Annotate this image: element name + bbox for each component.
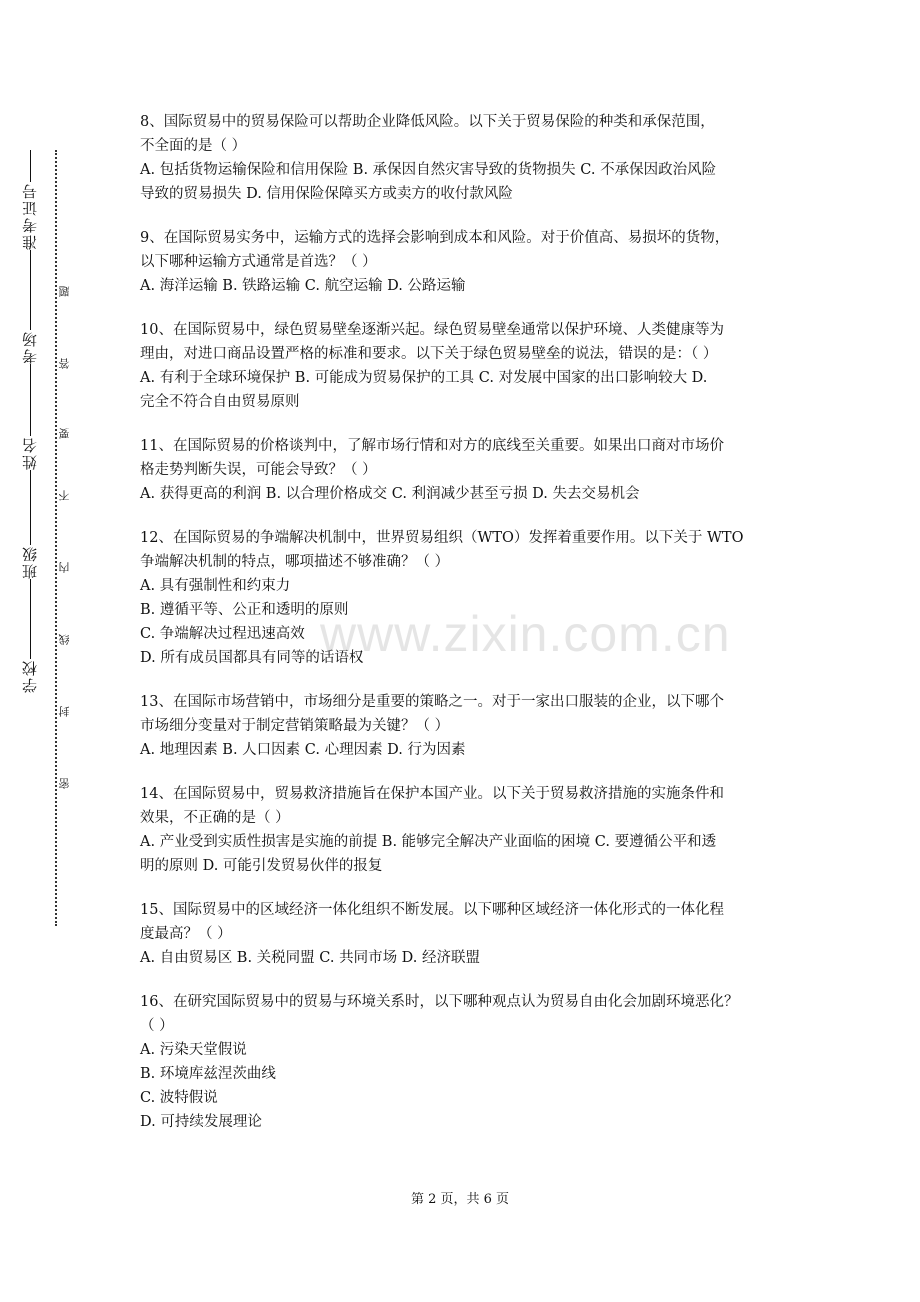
options-line: A. 产业受到实质性损害是实施的前提 B. 能够完全解决产业面临的困境 C. 要遵循公平和透: [140, 834, 717, 850]
class-field: [21, 470, 39, 579]
question-16: [140, 990, 790, 1134]
question-9: [140, 226, 790, 298]
options-line: A. 海洋运输 B. 铁路运输 C. 航空运输 D. 公路运输: [140, 278, 466, 294]
question-line: 不全面的是（ ）: [140, 138, 247, 154]
exam-id-line: [30, 150, 31, 182]
question-line: 理由，对进口商品设置严格的标准和要求。以下关于绿色贸易壁垒的说法，错误的是：（ ）: [140, 346, 718, 362]
question-line: 15、国际贸易中的区域经济一体化组织不断发展。以下哪种区域经济一体化形式的一体化程: [140, 902, 724, 918]
question-8: [140, 110, 790, 206]
exam-id-label: 准考证号: [21, 182, 39, 250]
option-d: D. 所有成员国都具有同等的话语权: [140, 650, 364, 666]
school-label: 学校: [21, 659, 39, 693]
page-number: 第 2 页，共 6 页: [410, 1192, 510, 1207]
seal-char: 密: [58, 778, 71, 789]
question-11: [140, 434, 790, 506]
option-b: B. 遵循平等、公正和透明的原则: [140, 602, 349, 618]
option-d: D. 可持续发展理论: [140, 1114, 262, 1130]
option-a: A. 具有强制性和约束力: [140, 578, 291, 594]
option-b: B. 环境库兹涅茨曲线: [140, 1066, 276, 1082]
name-field: [21, 364, 39, 470]
question-line: 11、在国际贸易的价格谈判中，了解市场行情和对方的底线至关重要。如果出口商对市场价: [140, 438, 724, 454]
question-line: 效果，不正确的是（ ）: [140, 810, 290, 826]
seal-char: 封: [58, 706, 71, 717]
seal-char: 线: [58, 634, 71, 645]
question-10: [140, 318, 790, 414]
option-a: A. 污染天堂假说: [140, 1042, 247, 1058]
watermark: www.zixin.com.cn: [320, 606, 731, 662]
name-line: [30, 364, 31, 436]
question-line: 格走势判断失误，可能会导致？（ ）: [140, 462, 377, 478]
question-13: [140, 690, 790, 762]
options-line: A. 地理因素 B. 人口因素 C. 心理因素 D. 行为因素: [140, 742, 466, 758]
option-c: C. 波特假说: [140, 1090, 218, 1106]
seal-line: [55, 150, 77, 926]
seal-char: 题: [58, 286, 71, 297]
exam-room-label: 考场: [21, 330, 39, 364]
seal-char: 要: [58, 428, 71, 439]
options-line: 导致的贸易损失 D. 信用保险保障买方或卖方的收付款风险: [140, 186, 513, 202]
question-line: 12、在国际贸易的争端解决机制中，世界贸易组织（WTO）发挥着重要作用。以下关于 WTO: [140, 530, 744, 546]
question-14: [140, 782, 790, 878]
school-line: [30, 579, 31, 659]
question-line: 8、国际贸易中的贸易保险可以帮助企业降低风险。以下关于贸易保险的种类和承保范围，: [140, 114, 715, 130]
class-line: [30, 470, 31, 545]
question-line: 市场细分变量对于制定营销策略最为关键？（ ）: [140, 718, 450, 734]
question-line: 16、在研究国际贸易中的贸易与环境关系时，以下哪种观点认为贸易自由化会加剧环境恶化？: [140, 994, 739, 1010]
exam-id-field: [21, 150, 39, 250]
question-line: 9、在国际贸易实务中，运输方式的选择会影响到成本和风险。对于价值高、易损坏的货物，: [140, 230, 730, 246]
question-line: 以下哪种运输方式通常是首选？（ ）: [140, 254, 377, 270]
question-line: 14、在国际贸易中，贸易救济措施旨在保护本国产业。以下关于贸易救济措施的实施条件和: [140, 786, 724, 802]
question-15: [140, 898, 790, 970]
name-label: 姓名: [21, 436, 39, 470]
options-line: A. 获得更高的利润 B. 以合理价格成交 C. 利润减少甚至亏损 D. 失去交易机会: [140, 486, 640, 502]
exam-room-field: [21, 250, 39, 364]
school-field: [21, 579, 39, 693]
question-line: 13、在国际市场营销中，市场细分是重要的策略之一。对于一家出口服装的企业，以下哪个: [140, 694, 724, 710]
seal-char: 答: [58, 358, 71, 369]
question-line: （ ）: [140, 1018, 174, 1034]
options-line: A. 自由贸易区 B. 关税同盟 C. 共同市场 D. 经济联盟: [140, 950, 481, 966]
seal-char: 内: [58, 562, 71, 573]
options-line: A. 有利于全球环境保护 B. 可能成为贸易保护的工具 C. 对发展中国家的出口影响较大 D.: [140, 370, 708, 386]
seal-char: 不: [58, 490, 71, 501]
class-label: 班级: [21, 545, 39, 579]
option-c: C. 争端解决过程迅速高效: [140, 626, 305, 642]
options-line: A. 包括货物运输保险和信用保险 B. 承保因自然灾害导致的货物损失 C. 不承保因政治风险: [140, 162, 717, 178]
question-line: 度最高？（ ）: [140, 926, 232, 942]
exam-room-line: [30, 250, 31, 330]
options-line: 完全不符合自由贸易原则: [140, 394, 300, 410]
student-info-fields: [18, 150, 42, 693]
question-line: 争端解决机制的特点，哪项描述不够准确？（ ）: [140, 554, 450, 570]
binding-margin: [0, 0, 100, 1302]
question-line: 10、在国际贸易中，绿色贸易壁垒逐渐兴起。绿色贸易壁垒通常以保护环境、人类健康等为: [140, 322, 724, 338]
options-line: 明的原则 D. 可能引发贸易伙伴的报复: [140, 858, 383, 874]
